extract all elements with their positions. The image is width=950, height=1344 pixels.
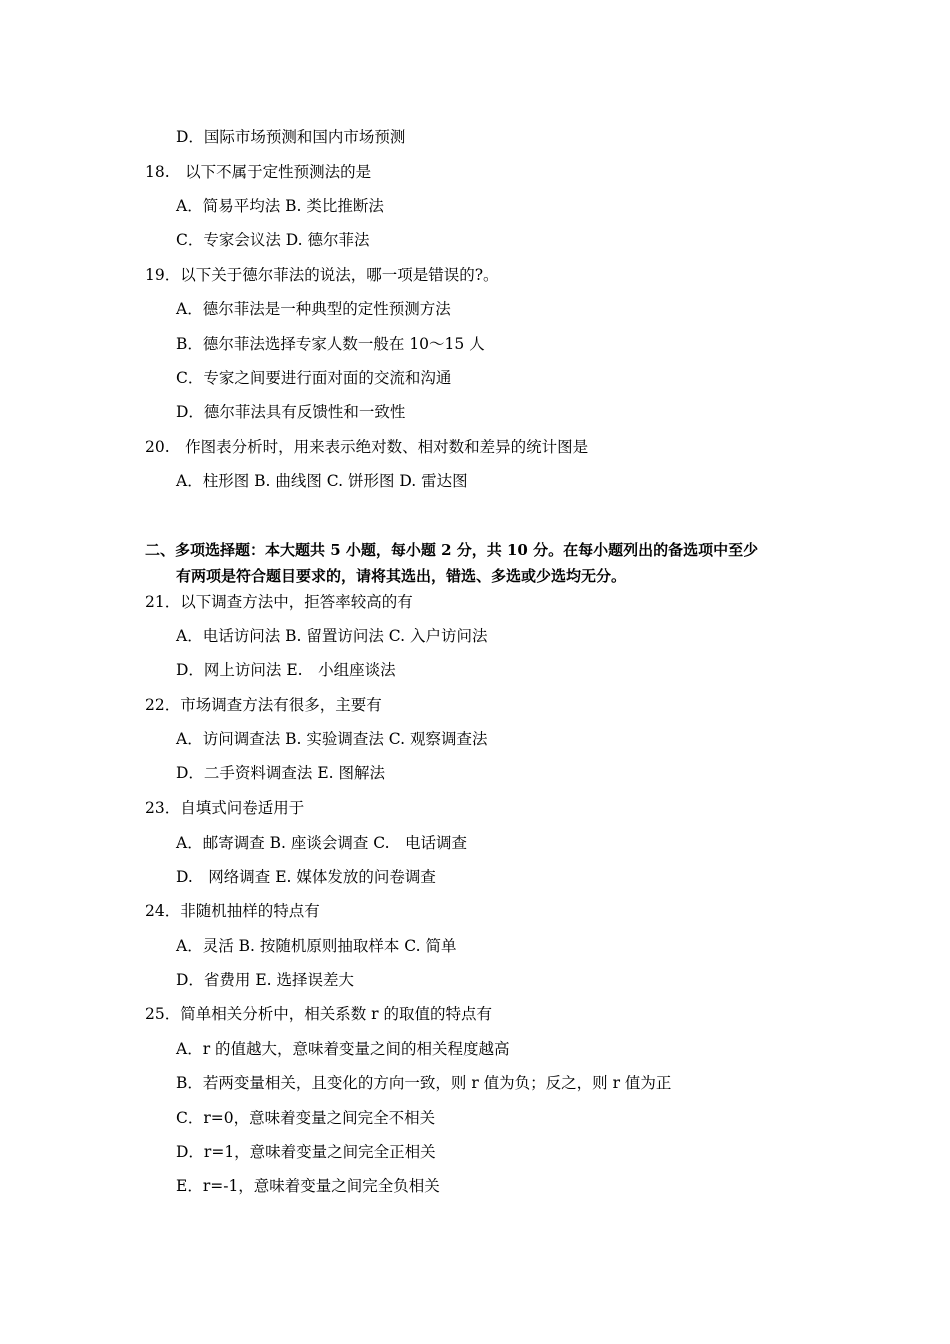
- q25-option-b: B．若两变量相关，且变化的方向一致，则 r 值为负；反之，则 r 值为正: [176, 1074, 672, 1092]
- section-2-heading-cont: 有两项是符合题目要求的，请将其选出，错选、多选或少选均无分。: [176, 567, 627, 585]
- q23-option-de: D. 网络调查 E. 媒体发放的问卷调查: [176, 868, 436, 886]
- q19-option-d: D．德尔菲法具有反馈性和一致性: [176, 403, 406, 421]
- q22-option-abc: A．访问调查法 B. 实验调查法 C. 观察调查法: [176, 730, 488, 748]
- q21-stem: 21．以下调查方法中，拒答率较高的有: [145, 593, 413, 611]
- q24-option-abc: A．灵活 B. 按随机原则抽取样本 C. 简单: [176, 937, 457, 955]
- q22-option-de: D．二手资料调查法 E. 图解法: [176, 764, 386, 782]
- q19-stem: 19．以下关于德尔菲法的说法，哪一项是错误的?。: [145, 266, 499, 284]
- q19-option-b: B．德尔菲法选择专家人数一般在 10～15 人: [176, 335, 485, 353]
- q25-option-e: E．r=-1，意味着变量之间完全负相关: [176, 1177, 440, 1195]
- q24-stem: 24．非随机抽样的特点有: [145, 902, 320, 920]
- q20-options: A．柱形图 B. 曲线图 C. 饼形图 D. 雷达图: [176, 472, 468, 490]
- q21-option-de: D．网上访问法 E. 小组座谈法: [176, 661, 396, 679]
- q19-option-a: A．德尔菲法是一种典型的定性预测方法: [176, 300, 451, 318]
- q21-option-abc: A．电话访问法 B. 留置访问法 C. 入户访问法: [176, 627, 488, 645]
- q24-option-de: D．省费用 E. 选择误差大: [176, 971, 355, 989]
- section-2-heading: 二、多项选择题：本大题共 5 小题，每小题 2 分，共 10 分。在每小题列出的备选项中至少: [145, 541, 759, 559]
- q23-option-abc: A．邮寄调查 B. 座谈会调查 C. 电话调查: [176, 834, 468, 852]
- q25-option-a: A．r 的值越大，意味着变量之间的相关程度越高: [176, 1040, 510, 1058]
- q25-stem: 25．简单相关分析中，相关系数 r 的取值的特点有: [145, 1005, 492, 1023]
- q17-option-d: D．国际市场预测和国内市场预测: [176, 128, 406, 146]
- q18-option-cd: C．专家会议法 D. 德尔菲法: [176, 231, 370, 249]
- q23-stem: 23．自填式问卷适用于: [145, 799, 305, 817]
- q18-option-ab: A．简易平均法 B. 类比推断法: [176, 197, 384, 215]
- q19-option-c: C．专家之间要进行面对面的交流和沟通: [176, 369, 452, 387]
- q20-stem: 20. 作图表分析时，用来表示绝对数、相对数和差异的统计图是: [145, 438, 589, 456]
- q22-stem: 22．市场调查方法有很多，主要有: [145, 696, 382, 714]
- q25-option-c: C．r=0，意味着变量之间完全不相关: [176, 1109, 436, 1127]
- q18-stem: 18. 以下不属于定性预测法的是: [145, 163, 372, 181]
- q25-option-d: D．r=1，意味着变量之间完全正相关: [176, 1143, 436, 1161]
